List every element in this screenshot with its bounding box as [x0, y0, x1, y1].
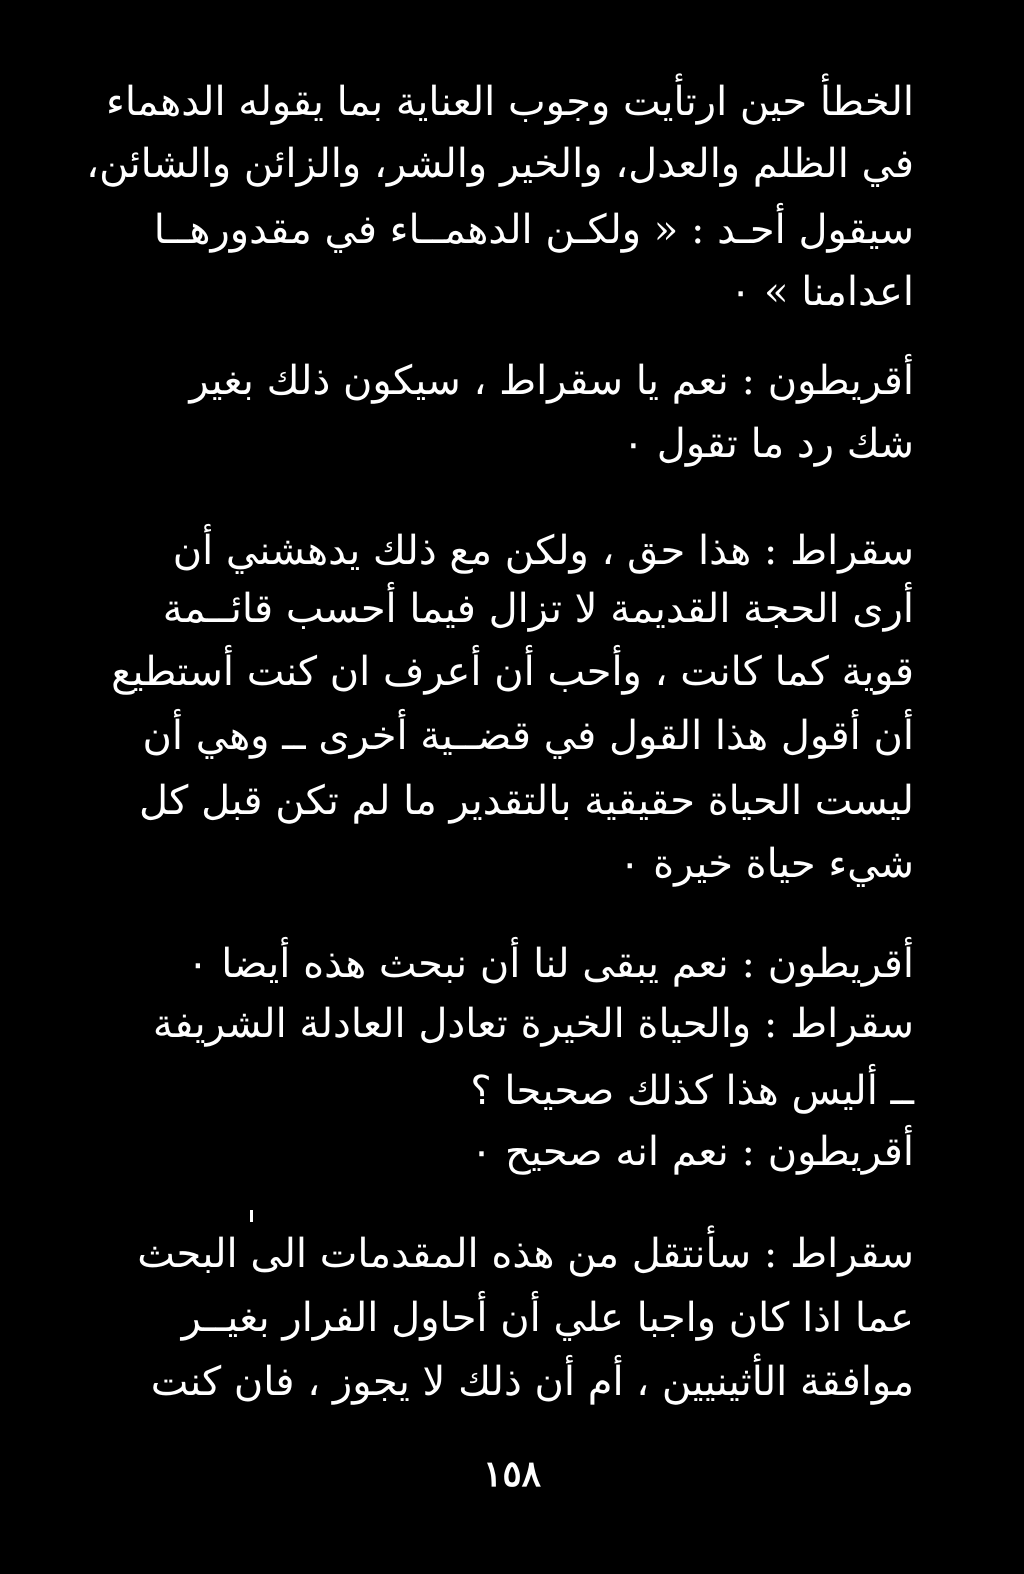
- stray-mark: [250, 1210, 253, 1222]
- text-line-7: سقراط : هذا حق ، ولكن مع ذلك يدهشني أن: [172, 528, 914, 574]
- text-line-3: سيقول أحـد : « ولكـن الدهمــاء في مقدورهــا: [153, 207, 914, 253]
- text-line-11: ليست الحياة حقيقية بالتقدير ما لم تكن قبل كل: [139, 778, 914, 824]
- text-line-19: موافقة الأثينيين ، أم أن ذلك لا يجوز ، فان كنت: [150, 1359, 914, 1405]
- text-line-14: سقراط : والحياة الخيرة تعادل العادلة الشريفة: [152, 1001, 914, 1047]
- text-line-6: شك رد ما تقول ٠: [622, 421, 914, 467]
- text-line-8: أرى الحجة القديمة لا تزال فيما أحسب قائــمة: [162, 586, 914, 632]
- text-line-4: اعدامنا » ٠: [729, 269, 914, 315]
- text-line-5: أقريطون : نعم يا سقراط ، سيكون ذلك بغير: [189, 358, 914, 404]
- page-number: ١٥٨: [482, 1453, 541, 1495]
- text-line-1: الخطأ حين ارتأيت وجوب العناية بما يقوله الدهماء: [106, 79, 914, 125]
- text-line-9: قوية كما كانت ، وأحب أن أعرف ان كنت أستطيع: [111, 649, 914, 695]
- text-line-18: عما اذا كان واجبا علي أن أحاول الفرار بغيــر: [181, 1295, 914, 1341]
- text-line-16: أقريطون : نعم انه صحيح ٠: [470, 1129, 914, 1175]
- text-line-13: أقريطون : نعم يبقى لنا أن نبحث هذه أيضا ٠: [187, 941, 914, 987]
- text-line-10: أن أقول هذا القول في قضــية أخرى ــ وهي أن: [142, 713, 914, 759]
- text-line-12: شيء حياة خيرة ٠: [618, 841, 914, 887]
- text-line-2: في الظلم والعدل، والخير والشر، والزائن والشائن،: [86, 141, 914, 187]
- text-line-17: سقراط : سأنتقل من هذه المقدمات الى البحث: [137, 1231, 914, 1277]
- text-line-15: ــ أليس هذا كذلك صحيحا ؟: [470, 1068, 914, 1114]
